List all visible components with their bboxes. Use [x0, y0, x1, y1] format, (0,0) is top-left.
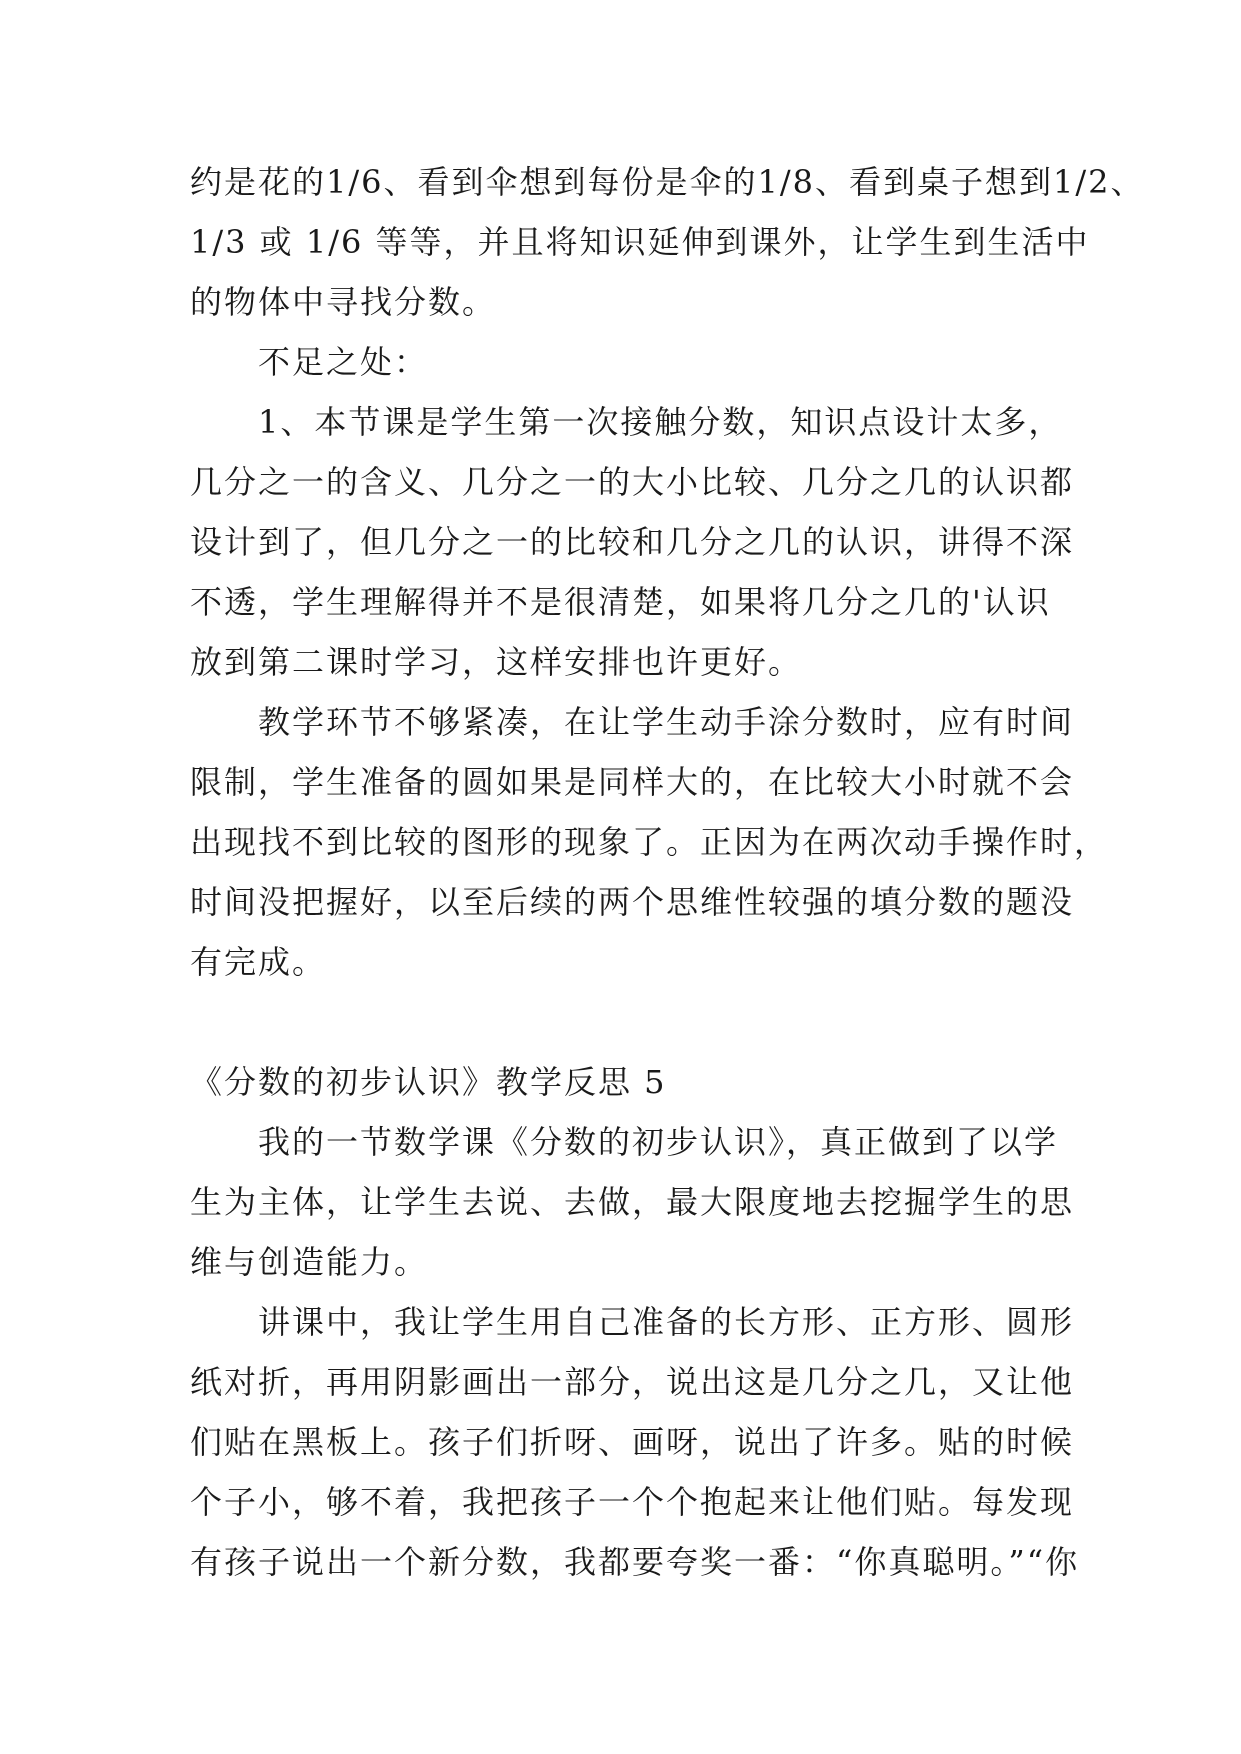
- shortcomings-heading: 不足之处：: [258, 343, 429, 381]
- paragraph-line: 生为主体，让学生去说、去做，最大限度地去挖掘学生的思: [190, 1183, 1075, 1221]
- paragraph-line: 有孩子说出一个新分数，我都要夸奖一番：“你真聪明。”“你: [190, 1543, 1080, 1581]
- paragraph-line: 限制，学生准备的圆如果是同样大的，在比较大小时就不会: [190, 763, 1075, 801]
- paragraph-line: 维与创造能力。: [190, 1243, 429, 1281]
- paragraph-line: 们贴在黑板上。孩子们折呀、画呀，说出了许多。贴的时候: [190, 1423, 1075, 1461]
- paragraph-line: 约是花的1/6、看到伞想到每份是伞的1/8、看到桌子想到1/2、: [190, 163, 1145, 201]
- paragraph-line: 纸对折，再用阴影画出一部分，说出这是几分之几，又让他: [190, 1363, 1075, 1401]
- paragraph-line: 我的一节数学课《分数的初步认识》，真正做到了以学: [258, 1123, 1059, 1161]
- paragraph-line: 有完成。: [190, 943, 327, 981]
- paragraph-line: 个子小，够不着，我把孩子一个个抱起来让他们贴。每发现: [190, 1483, 1075, 1521]
- paragraph-line: 时间没把握好，以至后续的两个思维性较强的填分数的题没: [190, 883, 1075, 921]
- paragraph-line: 1、本节课是学生第一次接触分数，知识点设计太多，: [258, 403, 1063, 441]
- paragraph-line: 不透，学生理解得并不是很清楚，如果将几分之几的'认识: [190, 583, 1051, 621]
- paragraph-line: 的物体中寻找分数。: [190, 283, 497, 321]
- paragraph-line: 1/3 或 1/6 等等，并且将知识延伸到课外，让学生到生活中: [190, 223, 1090, 261]
- section-title: 《分数的初步认识》教学反思 5: [190, 1063, 667, 1101]
- paragraph-line: 设计到了，但几分之一的比较和几分之几的认识，讲得不深: [190, 523, 1075, 561]
- paragraph-line: 出现找不到比较的图形的现象了。正因为在两次动手操作时，: [190, 823, 1109, 861]
- paragraph-line: 教学环节不够紧凑，在让学生动手涂分数时，应有时间: [258, 703, 1075, 741]
- paragraph-line: 讲课中，我让学生用自己准备的长方形、正方形、圆形: [258, 1303, 1075, 1341]
- paragraph-line: 放到第二课时学习，这样安排也许更好。: [190, 643, 803, 681]
- paragraph-line: 几分之一的含义、几分之一的大小比较、几分之几的认识都: [190, 463, 1075, 501]
